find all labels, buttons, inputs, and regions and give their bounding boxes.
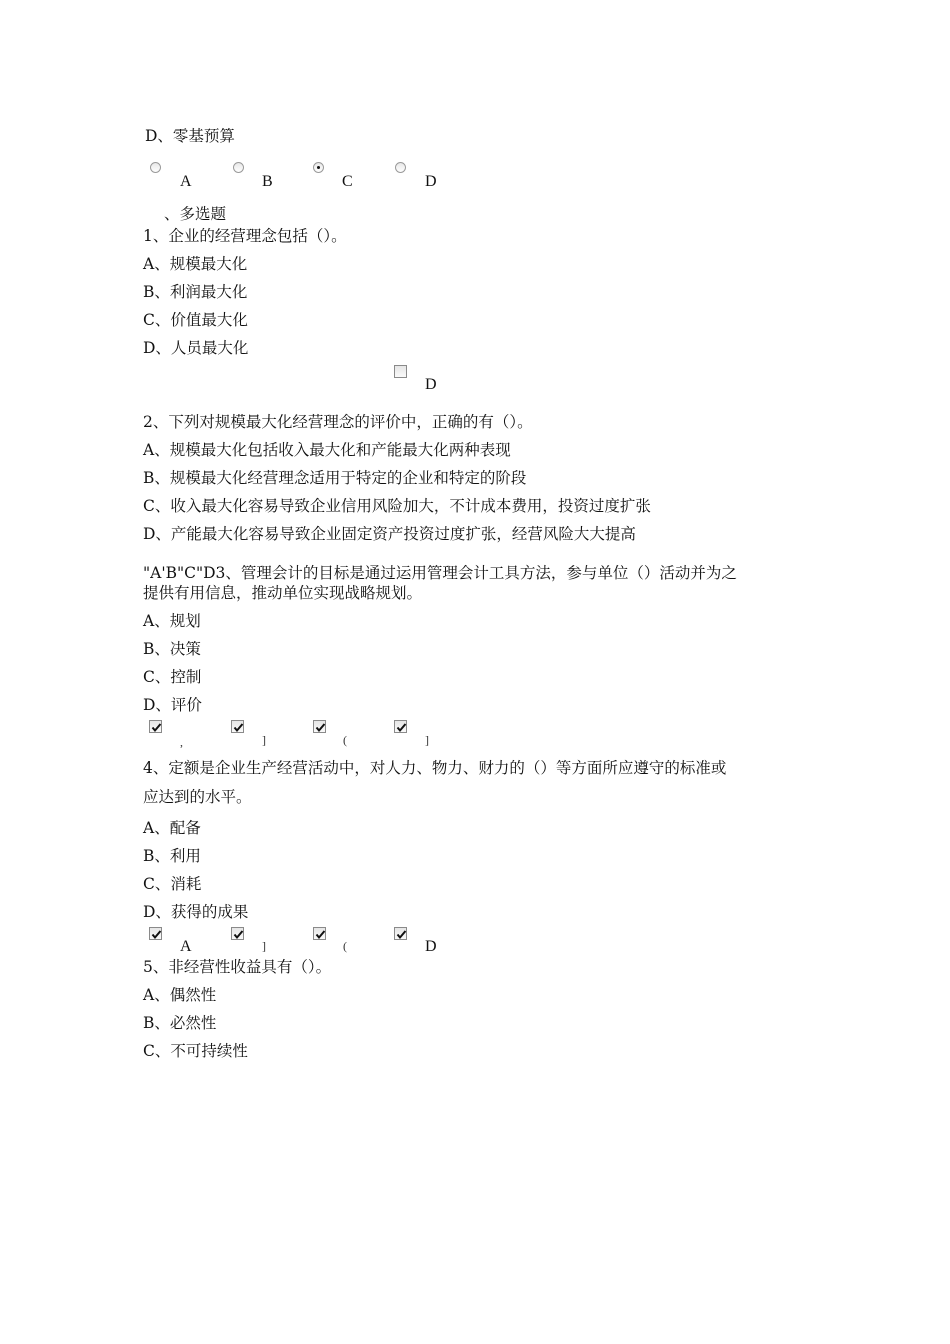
radio-d[interactable] (395, 162, 406, 173)
q4-option-c: C、消耗 (143, 875, 202, 893)
q3-checkbox-c[interactable] (313, 720, 326, 733)
radio-b-label: B (262, 173, 273, 190)
check-icon (314, 928, 327, 941)
q4-checkbox-c-label: ( (343, 939, 347, 953)
q5-option-c: C、不可持续性 (143, 1042, 248, 1060)
q4-checkbox-b-label: ] (262, 939, 266, 953)
q3-checkbox-d[interactable] (394, 720, 407, 733)
q3-fragment-c: ( (343, 733, 347, 747)
q4-option-d: D、获得的成果 (143, 903, 249, 921)
q2-option-c: C、收入最大化容易导致企业信用风险加大，不计成本费用，投资过度扩张 (143, 497, 651, 515)
q3-option-c: C、控制 (143, 668, 202, 686)
q2-option-d: D、产能最大化容易导致企业固定资产投资过度扩张，经营风险大大提高 (143, 525, 636, 543)
radio-c-label: C (342, 173, 353, 190)
q1-checkbox-d-label: D (425, 376, 437, 393)
q4-text-line2: 应达到的水平。 (143, 788, 252, 806)
radio-b[interactable] (233, 162, 244, 173)
q3-text-line1: 3、管理会计的目标是通过运用管理会计工具方法，参与单位（）活动并为之 (215, 564, 737, 582)
check-icon (232, 721, 245, 734)
radio-d-label: D (425, 173, 437, 190)
q3-answer-prefix: "A'B"C"D (143, 564, 216, 582)
q1-option-a: A、规模最大化 (143, 255, 248, 273)
q3-fragment-b: ] (262, 733, 266, 747)
option-d-text: D、零基预算 (145, 127, 235, 145)
q3-fragment-a: , (180, 735, 183, 749)
check-icon (314, 721, 327, 734)
radio-c[interactable] (313, 162, 324, 173)
q1-option-c: C、价值最大化 (143, 311, 248, 329)
check-icon (395, 721, 408, 734)
q5-option-b: B、必然性 (143, 1014, 217, 1032)
q4-checkbox-d[interactable] (394, 927, 407, 940)
q4-checkbox-c[interactable] (313, 927, 326, 940)
q3-option-d: D、评价 (143, 696, 202, 714)
q1-text: 1、企业的经营理念包括（）。 (143, 227, 347, 245)
q3-fragment-d: ] (425, 733, 429, 747)
q4-checkbox-d-label: D (425, 938, 437, 955)
check-icon (150, 928, 163, 941)
radio-c-selected-dot (317, 166, 320, 169)
q4-checkbox-b[interactable] (231, 927, 244, 940)
q2-option-a: A、规模最大化包括收入最大化和产能最大化两种表现 (143, 441, 511, 459)
q4-option-b: B、利用 (143, 847, 201, 865)
q3-line1 (143, 563, 737, 583)
q4-option-a: A、配备 (143, 819, 201, 837)
q4-checkbox-a-label: A (180, 938, 192, 955)
check-icon (232, 928, 245, 941)
q5-option-a: A、偶然性 (143, 986, 217, 1004)
q5-text: 5、非经营性收益具有（）。 (143, 958, 332, 976)
section-heading: 、多选题 (164, 205, 227, 223)
check-icon (395, 928, 408, 941)
q3-checkbox-a[interactable] (149, 720, 162, 733)
q3-option-b: B、决策 (143, 640, 201, 658)
q2-text: 2、下列对规模最大化经营理念的评价中，正确的有（）。 (143, 413, 533, 431)
q3-checkbox-b[interactable] (231, 720, 244, 733)
radio-a-label: A (180, 173, 192, 190)
radio-a[interactable] (150, 162, 161, 173)
q1-checkbox-d[interactable] (394, 365, 407, 378)
q4-checkbox-a[interactable] (149, 927, 162, 940)
q1-option-d: D、人员最大化 (143, 339, 249, 357)
q4-text-line1: 4、定额是企业生产经营活动中，对人力、物力、财力的（）等方面所应遵守的标准或 (143, 759, 727, 777)
q1-option-b: B、利润最大化 (143, 283, 248, 301)
q2-option-b: B、规模最大化经营理念适用于特定的企业和特定的阶段 (143, 469, 527, 487)
q3-option-a: A、规划 (143, 612, 201, 630)
check-icon (150, 721, 163, 734)
q3-text-line2: 提供有用信息，推动单位实现战略规划。 (143, 584, 423, 602)
